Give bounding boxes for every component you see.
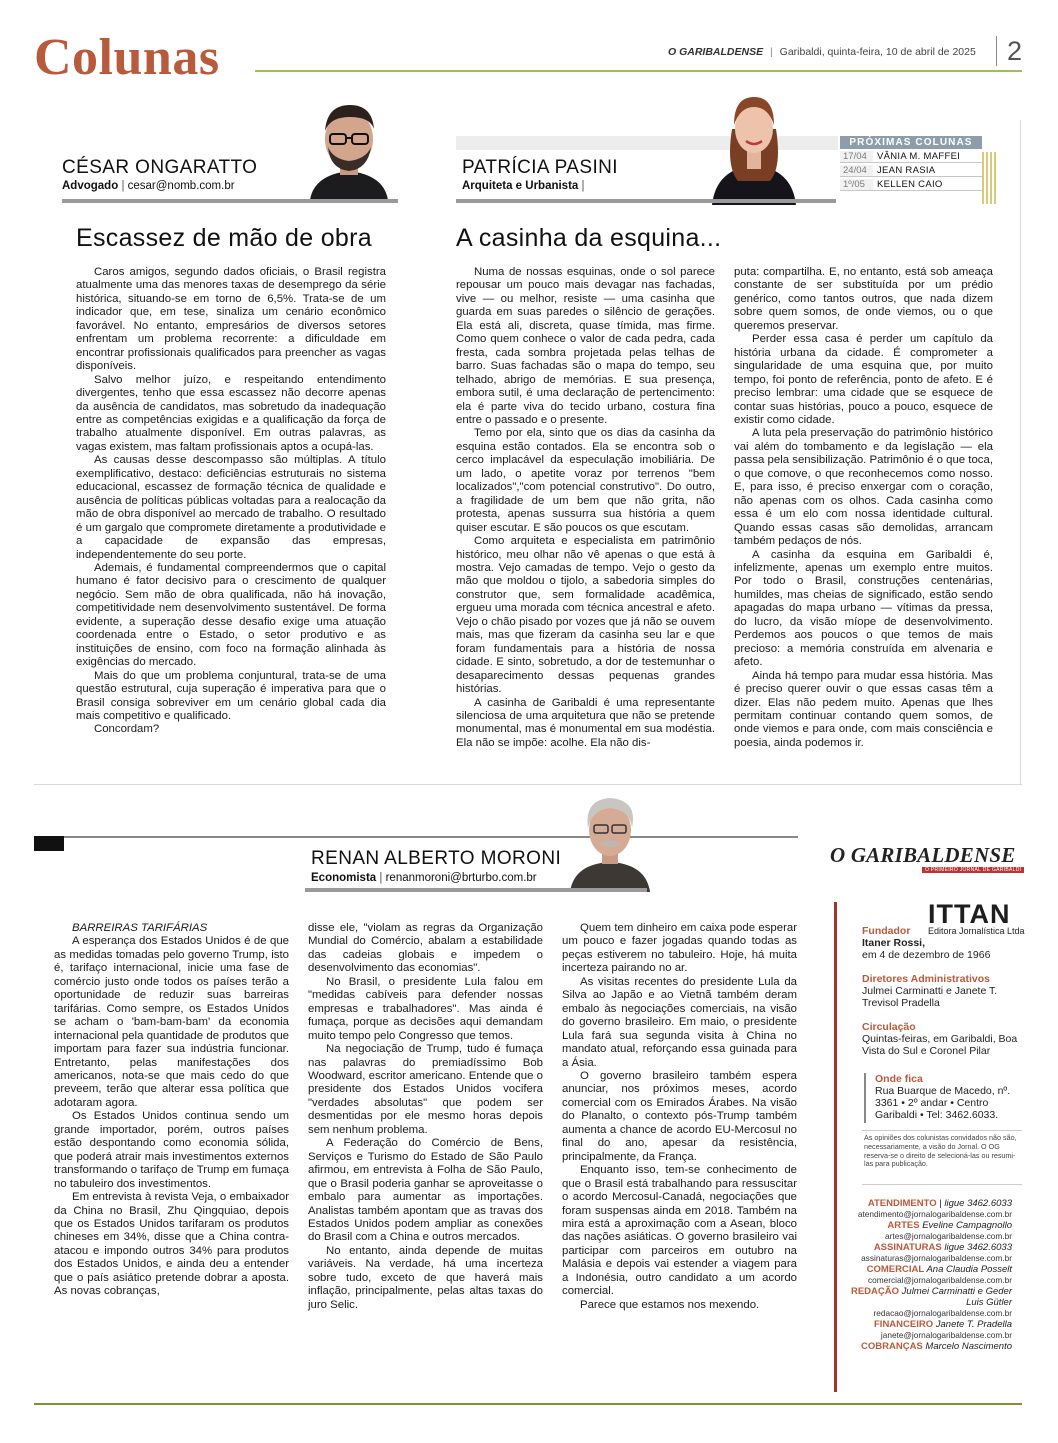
contact-email[interactable]: assinaturas@jornalogaribaldense.com.br (861, 1253, 1012, 1263)
contact-value: Janete T. Pradella (933, 1319, 1012, 1330)
publisher-name: Editora Jornalística Ltda (928, 926, 1025, 936)
contact-item (840, 1242, 1012, 1253)
author-photo-cesar (300, 97, 398, 200)
author-photo-renan (570, 788, 650, 892)
upcoming-name: JEAN RASIA (877, 165, 936, 176)
contact-value: | ligue 3462.6033 (936, 1198, 1012, 1209)
header-rule (255, 70, 1022, 72)
paragraph: Em entrevista à revista Veja, o embaixador da China no Brasil, Zhu Qingquiao, depois que os Estados Unidos tarifaram os produtos chineses em 34%, disse que a China contra-atacou e impondo outros 34% para produtos dos Estados Unidos, e ainda deu a entender que o país asiático pretende dobrar a aposta. As novas cobranças, (54, 1191, 289, 1298)
author-marker-renan (34, 836, 64, 851)
paragraph: A casinha de Garibaldi é uma representante silenciosa de uma arquitetura que não se pretende monumental, mas é monumental em sua modéstia. Ela não se impõe: acolhe. Ela não dis- (456, 696, 715, 749)
expedient-directors: Diretores Administrativos Julmei Carminatti e Janete T. Trevisol Pradella (862, 973, 998, 1009)
paragraph: Parece que estamos nos mexendo. (580, 1298, 760, 1311)
upcoming-date: 24/04 (840, 165, 873, 176)
author-email-cesar[interactable]: cesar@nomb.com.br (127, 180, 235, 192)
upcoming-columns (840, 136, 982, 191)
paragraph: O governo brasileiro também espera anunciar, nos próximos meses, acordo comercial com os Emirados Árabes. Na visão do Planalto, o contexto pós-Trump também aumenta a chance de acordo EU-Mercosul no final do ano, apesar da resistência, principalmente, da França. (562, 1069, 797, 1163)
upcoming-name: VÂNIA M. MAFFEI (877, 151, 961, 162)
paragraph: Numa de nossas esquinas, onde o sol parece repousar um pouco mais devagar nas fachadas, vive — ou melhor, resiste — uma casinha que guarda em suas paredes o silêncio de gerações. Ela está ali, discreta, quase tímida, mas firme. Como quem conhece o valor de cada pedra, cada fresta, cada sombra projetada pelas telhas de barro. Suas fachadas são o mapa do tempo, seu telhado, abrigo de memórias. E sua presença, embora sutil, é uma declaração de pertencimento: ela é parte viva do tecido urbano, costura fina entre o passado e o presente. (456, 266, 715, 426)
article-body-renan-a (54, 922, 289, 1299)
expedient-founder: Fundador Itaner Rossi, em 4 de dezembro de 1966 (862, 925, 991, 961)
paragraph: No Brasil, o presidente Lula falou em "medidas cabíveis para defender nossas empresas e trabalhadores". Mas ainda é fumaça, porque as decisões aqui demandam muito tempo pelo Congresso que temos. (308, 975, 543, 1042)
paragraph: As causas desse descompasso são múltiplas. A título exemplificativo, destaco: deficiências estruturais no sistema educacional, escassez de formação técnica de qualidade e ausência de políticas públicas voltadas para a realocação da mão de obra disponível ao mercado de trabalho. O resultado é um gargalo que compromete diretamente a produtividade e a capacidade de expansão das empresas, independentemente do seu porte. (76, 454, 386, 561)
contact-label: ARTES (887, 1220, 920, 1231)
paragraph: Ainda há tempo para mudar essa história. Mas é preciso querer ouvir o que essas casas têm a dizer. Elas não pedem muito. Apenas que lhes permitam continuar contando quem somos, de onde viemos e para onde, com mais consciência e poesia, ainda podemos ir. (734, 669, 993, 749)
masthead: O GARIBALDENSE | Garibaldi, quinta-feira, 10 de abril de 2025 (668, 46, 976, 58)
paragraph: Mais do que um problema conjuntural, trata-se de uma questão estrutural, cuja superação é imperativa para que o Brasil consiga sobreviver em um cenário global cada dia mais competitivo e qualificado. (76, 669, 386, 722)
expedient-disclaimer: As opiniões dos colunistas convidados não são, necessariamente, a visão do Jornal. O OG reserva-se o direito de selecioná-las ou resumi-las para publicação. (864, 1133, 1017, 1169)
author-name-patricia: PATRÍCIA PASINI (462, 157, 618, 178)
section-title: Colunas (34, 29, 220, 86)
paragraph: Quem tem dinheiro em caixa pode esperar um pouco e fazer jogadas quando todas as peças estiverem no tabuleiro. Hoje, há muita incerteza pairando no ar. (562, 922, 797, 975)
upcoming-item (840, 179, 982, 191)
author-rule-renan (305, 888, 647, 892)
author-rule-patricia (456, 199, 836, 203)
article-body-renan-c (562, 922, 797, 1312)
paragraph: puta: compartilha. E, no entanto, está sob ameaça constante de ser substituída por um prédio genérico, como tantos outros, que nada dizem sobre quem somos, de onde viemos, ou o que queremos preservar. (734, 266, 993, 332)
paragraph: Enquanto isso, tem-se conhecimento de que o Brasil está trabalhando para ressuscitar o acordo Mercosul-Canadá, negociações que foram suspensas ainda em 2018. Também na mira está a aproximação com a Asean, bloco das nações asiáticas. O governo brasileiro vai participar com parceiros em outubro na Malásia e depois vai estender a viagem para a Indonésia, outro candidato a um acordo comercial. (562, 1164, 797, 1298)
contact-label: COMERCIAL (866, 1264, 925, 1275)
paragraph: Temo por ela, sinto que os dias da casinha da esquina estão contados. Ela se encontra sob o cerco implacável da especulação imobiliária. De um lado, o apetite voraz por terrenos "bem localizados","com potencial construtivo". Do outro, a fragilidade de um bem que não grita, não protesta, apenas sussurra sua história a quem quiser escutar. E são poucos os que escutam. (456, 427, 715, 534)
contact-email[interactable]: redacao@jornalogaribaldense.com.br (873, 1308, 1012, 1318)
paragraph: Os Estados Unidos continua sendo um grande importador, porém, outros países estão despontando como economia sólida, que poderá atrair mais investimentos externos transformando o tarifaço de Trump em fumaça no tabuleiro dos investimentos. (54, 1110, 289, 1190)
upcoming-heading: PRÓXIMAS COLUNAS (840, 136, 982, 149)
article-title-patricia: A casinha da esquina... (456, 224, 722, 252)
author-name-renan: RENAN ALBERTO MORONI (311, 848, 562, 869)
contact-item (840, 1341, 1012, 1352)
paragraph: A Federação do Comércio de Bens, Serviços e Turismo do Estado de São Paulo afirmou, em entrevista à Folha de São Paulo, que o Brasil poderia ganhar se aproveitasse o embalo para aumentar as importações. Analistas também apontam que as travas dos Estados Unidos podem ampliar as conexões do Brasil com a China e outros mercados. (308, 1137, 543, 1244)
paragraph: As visitas recentes do presidente Lula da Silva ao Japão e ao Vietnã também deram embalo às negociações comerciais, na visão do governo brasileiro. Em maio, o presidente Lula fará sua segunda visita à China no mandato atual, reforçando essa guinada para a Ásia. (562, 975, 797, 1069)
article-body-cesar (76, 266, 386, 737)
contact-email[interactable]: artes@jornalogaribaldense.com.br (885, 1231, 1012, 1241)
paragraph: Ademais, é fundamental compreendermos que o capital humano é fator decisivo para o crescimento de qualquer negócio. Sem mão de obra qualificada, não há inovação, competitividade nem desenvolvimento sustentável. De forma evidente, a superação desse desafio exige uma atuação coordenada entre o Estado, o setor produtivo e as instituições de ensino, com foco na formação alinhada às exigências do mercado. (76, 561, 386, 669)
article-body-renan-b (308, 922, 543, 1312)
publisher-logo: ITTAN (928, 899, 1011, 929)
contact-email[interactable]: comercial@jornalogaribaldense.com.br (867, 1275, 1012, 1285)
upcoming-name: KELLEN CAIO (877, 179, 943, 190)
right-vertical-rule (1020, 120, 1021, 784)
paragraph: A luta pela preservação do patrimônio histórico vai além do tombamento e da legislação — ela passa pela sensibilização. Patrimônio é o que toca, o que comove, o que reconhecemos como nosso. E, para isso, é preciso enxergar com o coração, não apenas com os olhos. Cada casinha como essa é um elo com nossa identidade cultural. Quando essas casas são demolidas, arrancam também pedaços de nós. (734, 427, 993, 548)
contact-value: Eveline Campagnollo (919, 1220, 1012, 1231)
contact-item (840, 1286, 1012, 1308)
upcoming-date: 17/04 (840, 151, 873, 162)
expedient-address-rule (864, 1073, 866, 1123)
paragraph: Como arquiteta e especialista em patrimônio histórico, meu olhar não vê apenas o que está à mostra. Vejo camadas de tempo. Vejo o gesto da mão que moldou o tijolo, a sabedoria simples do construtor que, sem formalidade acadêmica, ergueu uma morada com técnica ancestral e afeto. Vejo o chão pisado por vozes que já não se ouvem mais, mas que fizeram da casinha seu lar e que foram fundamentais para a história de nossa cidade. E sinto, sobretudo, a dor de testemunhar o desaparecimento dessas pequenas grandes histórias. (456, 535, 715, 696)
dateline: Garibaldi, quinta-feira, 10 de abril de 2025 (779, 46, 976, 58)
section-divider (34, 784, 1022, 785)
author-role-patricia: Arquiteta e Urbanista | (462, 180, 585, 192)
expedient-vertical-rule (834, 902, 837, 1392)
article-body-patricia-left (456, 266, 715, 750)
contact-label: FINANCEIRO (874, 1319, 934, 1330)
expedient-disclaimer-rule (862, 1130, 1022, 1131)
expedient-contacts-rule (862, 1184, 1022, 1185)
paragraph: Salvo melhor juízo, e respeitando entendimento divergentes, tenho que essa escassez não decorre apenas da ausência de candidatos, mas sobretudo da inadequação entre as competências exigidas e a qualificação da força de trabalho atualmente disponível. Em outras palavras, as vagas existem, mas faltam profissionais aptos a ocupá-las. (76, 373, 386, 453)
author-rule-top-renan (34, 836, 798, 838)
article-subhead: BARREIRAS TARIFÁRIAS (72, 922, 208, 934)
contact-email[interactable]: atendimento@jornalogaribaldense.com.br (857, 1209, 1012, 1219)
author-photo-patricia (708, 85, 800, 205)
contact-email[interactable]: janete@jornalogaribaldense.com.br (880, 1330, 1012, 1340)
contact-value: Ana Claudia Posselt (924, 1264, 1012, 1275)
newspaper-logo: O GARIBALDENSE (830, 843, 1016, 867)
paragraph: No entanto, ainda depende de muitas variáveis. Na verdade, há uma incerteza sobre tudo, exceto de que haverá mais inflação, principalmente, pelas altas taxas do juro Selic. (308, 1244, 543, 1311)
bottom-rule (34, 1403, 1022, 1405)
author-role-renan: Economista | renanmoroni@brturbo.com.br (311, 872, 537, 884)
author-email-renan[interactable]: renanmoroni@brturbo.com.br (385, 872, 537, 884)
expedient-address: Onde fica Rua Buarque de Macedo, nº. 3361 • 2º andar • Centro Garibaldi • Tel: 3462.6033. (875, 1073, 1011, 1121)
page-number: 2 (996, 36, 1022, 66)
author-rule-cesar (62, 199, 398, 203)
upcoming-item (840, 165, 982, 177)
upcoming-date: 1º/05 (840, 179, 873, 190)
contact-value: Marcelo Nascimento (922, 1341, 1012, 1352)
paragraph: A casinha da esquina em Garibaldi é, infelizmente, apenas um exemplo entre muitos. Por todo o Brasil, construções centenárias, humildes, mas cheias de significado, estão sendo apagadas do mapa urbano — vítimas da pressa, do lucro, da visão míope de desenvolvimento. Perdemos aos poucos o que temos de mais precioso: a memória construída em alvenaria e afeto. (734, 548, 993, 669)
paragraph: Perder essa casa é perder um capítulo da história urbana da cidade. É comprometer a singularidade de uma esquina que, por muito tempo, foi ponto de referência, ponto de afeto. E é preciso lembrar: uma cidade que se esquece de contar suas histórias, pouco a pouco, esquece de existir como cidade. (734, 333, 993, 426)
contact-item (840, 1220, 1012, 1231)
contact-item (840, 1319, 1012, 1330)
expedient-contacts (840, 1198, 1012, 1352)
paragraph: Na negociação de Trump, tudo é fumaça nas palavras do premiadíssimo Bob Woodward, escritor americano. Entende que o presidente dos Estados Unidos vocifera "verdades absolutas" que podem ser desmentidas por ele mesmo horas depois sem nenhum problema. (308, 1043, 543, 1136)
contact-value: Julmei Carminatti e Geder Luis Gütler (899, 1286, 1012, 1308)
contact-item (840, 1198, 1012, 1209)
expedient-circulation: Circulação Quintas-feiras, em Garibaldi, Boa Vista do Sul e Coronel Pilar (862, 1021, 1018, 1057)
newspaper-logo-sub: O PRIMEIRO JORNAL DE GARIBALDI (922, 867, 1024, 873)
paragraph: A esperança dos Estados Unidos é de que as medidas tomadas pelo governo Trump, isto é, tarifaço internacional, inicie uma fase de comércio justo onde todos os países terão a oportunidade de reduzir suas barreiras tarifárias. Como sempre, os Estados Unidos se acham o 'bam-bam-bam' da economia internacional pela quantidade de produtos que importam para fazer sua indústria funcionar. Entretanto, pelas manifestações dos americanos, nota-se que mais cedo do que preveem, terão que alterar essa política que adotaram agora. (54, 935, 289, 1109)
upcoming-item (840, 151, 982, 163)
upcoming-decor (982, 152, 996, 204)
contact-label: REDAÇÃO (850, 1286, 900, 1297)
paragraph: Caros amigos, segundo dados oficiais, o Brasil registra atualmente uma das menores taxas de desemprego da série histórica, situando-se em torno de 6,5%. Trata-se de um indicador que, em tese, sinaliza um cenário econômico favorável. No entanto, empresários de diversos setores enfrentam um problema recorrente: a dificuldade em encontrar profissionais qualificados para preencher as vagas disponíveis. (76, 266, 386, 373)
newspaper-name: O GARIBALDENSE (668, 46, 764, 58)
contact-label: ASSINATURAS (873, 1242, 942, 1253)
author-role-cesar: Advogado | cesar@nomb.com.br (62, 180, 235, 192)
paragraph: Concordam? (94, 723, 160, 736)
contact-item (840, 1264, 1012, 1275)
author-name-cesar: CÉSAR ONGARATTO (62, 157, 258, 178)
contact-label: ATENDIMENTO (867, 1198, 937, 1209)
article-title-cesar: Escassez de mão de obra (76, 224, 372, 252)
article-body-patricia-right (734, 266, 993, 750)
contact-label: COBRANÇAS (861, 1341, 923, 1352)
paragraph: disse ele, "violam as regras da Organização Mundial do Comércio, abalam a estabilidade das cadeias globais e impedem o desenvolvimento das economias". (308, 922, 543, 975)
contact-value: ligue 3462.6033 (941, 1242, 1012, 1253)
